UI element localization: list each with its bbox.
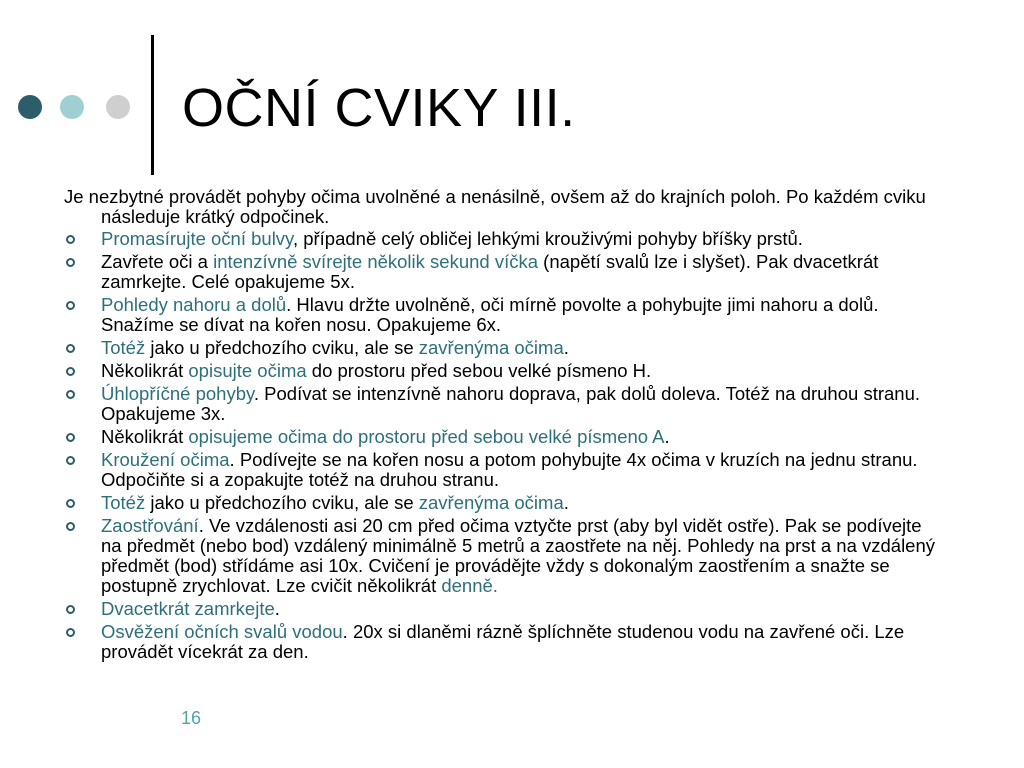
list-item [64, 338, 944, 358]
list-item [64, 427, 944, 447]
hollow-circle-icon [66, 605, 75, 614]
hollow-circle-icon [66, 235, 75, 244]
item-text: . [664, 426, 670, 447]
item-text: (napětí svalů lze i slyšet). Pak dvacetkrát zamrkejte. Celé opakujeme 5x. [101, 251, 879, 292]
hollow-circle-icon [66, 258, 75, 267]
list-item [64, 622, 944, 662]
item-text: . [274, 598, 280, 619]
list-item [64, 450, 944, 490]
list-item [64, 252, 944, 292]
highlighted-text: Dvacetkrát zamrkejte [101, 598, 275, 619]
hollow-circle-icon [66, 456, 75, 465]
highlighted-text: opisujte očima [188, 360, 307, 381]
list-item [64, 384, 944, 424]
highlighted-text: denně. [441, 575, 498, 596]
dark-dot-icon [18, 95, 42, 119]
hollow-circle-icon [66, 499, 75, 508]
hollow-circle-icon [66, 344, 75, 353]
hollow-circle-icon [66, 367, 75, 376]
highlighted-text: Zaostřování [101, 515, 199, 536]
list-item [64, 361, 944, 381]
highlighted-text: Úhlopříčné pohyby [101, 383, 254, 404]
item-text: . Podívejte se na kořen nosu a potom pohybujte 4x očima v kruzích na jednu stranu. Odpočiňte si a zopakujte totéž na druhou stranu. [101, 449, 918, 490]
title-divider [151, 35, 154, 175]
slide-title: OČNÍ CVIKY III. [182, 78, 576, 138]
item-text: . [563, 337, 569, 358]
item-text: Několikrát [101, 360, 189, 381]
item-text: . [563, 492, 569, 513]
highlighted-text: Kroužení očima [101, 449, 230, 470]
item-text: Zavřete oči a [101, 251, 214, 272]
intro-text: Je nezbytné provádět pohyby očima uvolněné a nenásilně, ovšem až do krajních poloh. Po každém cviku následuje krátký odpočinek. [64, 186, 926, 227]
list-item [64, 295, 944, 335]
item-text: . Podívat se intenzívně nahoru doprava, pak dolů doleva. Totéž na druhou stranu. Opakujeme 3x. [101, 383, 920, 424]
hollow-circle-icon [66, 301, 75, 310]
highlighted-text: zavřenýma očima [418, 337, 564, 358]
teal-dot-icon [60, 95, 84, 119]
highlighted-text: Totéž [101, 337, 146, 358]
list-item [64, 516, 944, 596]
item-text: do prostoru před sebou velké písmeno H. [306, 360, 652, 381]
item-text: . Ve vzdálenosti asi 20 cm před očima vztyčte prst (aby byl vidět ostře). Pak se podívejte na předmět (nebo bod) vzdálený minimálně 5 metrů a zaostřete na něj. Pohledy na prst a na vzdálený předmět (bod) střídáme asi 10x. Cvičení je provádějte vždy s dokonalým zaostřením a snažte se postupně zrychlovat. Lze cvičit několikrát [101, 515, 936, 596]
item-text: jako u předchozího cviku, ale se [145, 492, 419, 513]
highlighted-text: Promasírujte oční bulvy [101, 228, 293, 249]
item-text: . Hlavu držte uvolněně, oči mírně povolte a pohybujte jimi nahoru a dolů. Snažíme se dívat na kořen nosu. Opakujeme 6x. [101, 294, 879, 335]
highlighted-text: intenzívně svírejte několik sekund víčka [213, 251, 539, 272]
item-text: Několikrát [101, 426, 189, 447]
gray-dot-icon [106, 95, 130, 119]
highlighted-text: opisujeme očima do prostoru před sebou velké písmeno A [188, 426, 665, 447]
item-text: , případně celý obličej lehkými krouživými pohyby bříšky prstů. [292, 228, 803, 249]
exercise-list [64, 229, 944, 662]
list-item [64, 229, 944, 249]
highlighted-text: Osvěžení očních svalů vodou [101, 621, 343, 642]
hollow-circle-icon [66, 390, 75, 399]
highlighted-text: Pohledy nahoru a dolů [101, 294, 287, 315]
list-item [64, 493, 944, 513]
slide-body [64, 187, 944, 665]
hollow-circle-icon [66, 628, 75, 637]
hollow-circle-icon [66, 433, 75, 442]
item-text: . 20x si dlaněmi rázně šplíchněte studenou vodu na zavřené oči. Lze provádět vícekrát za den. [101, 621, 905, 662]
hollow-circle-icon [66, 522, 75, 531]
item-text: jako u předchozího cviku, ale se [145, 337, 419, 358]
page-number: 16 [181, 708, 202, 728]
highlighted-text: zavřenýma očima [418, 492, 564, 513]
highlighted-text: Totéž [101, 492, 146, 513]
list-item [64, 599, 944, 619]
